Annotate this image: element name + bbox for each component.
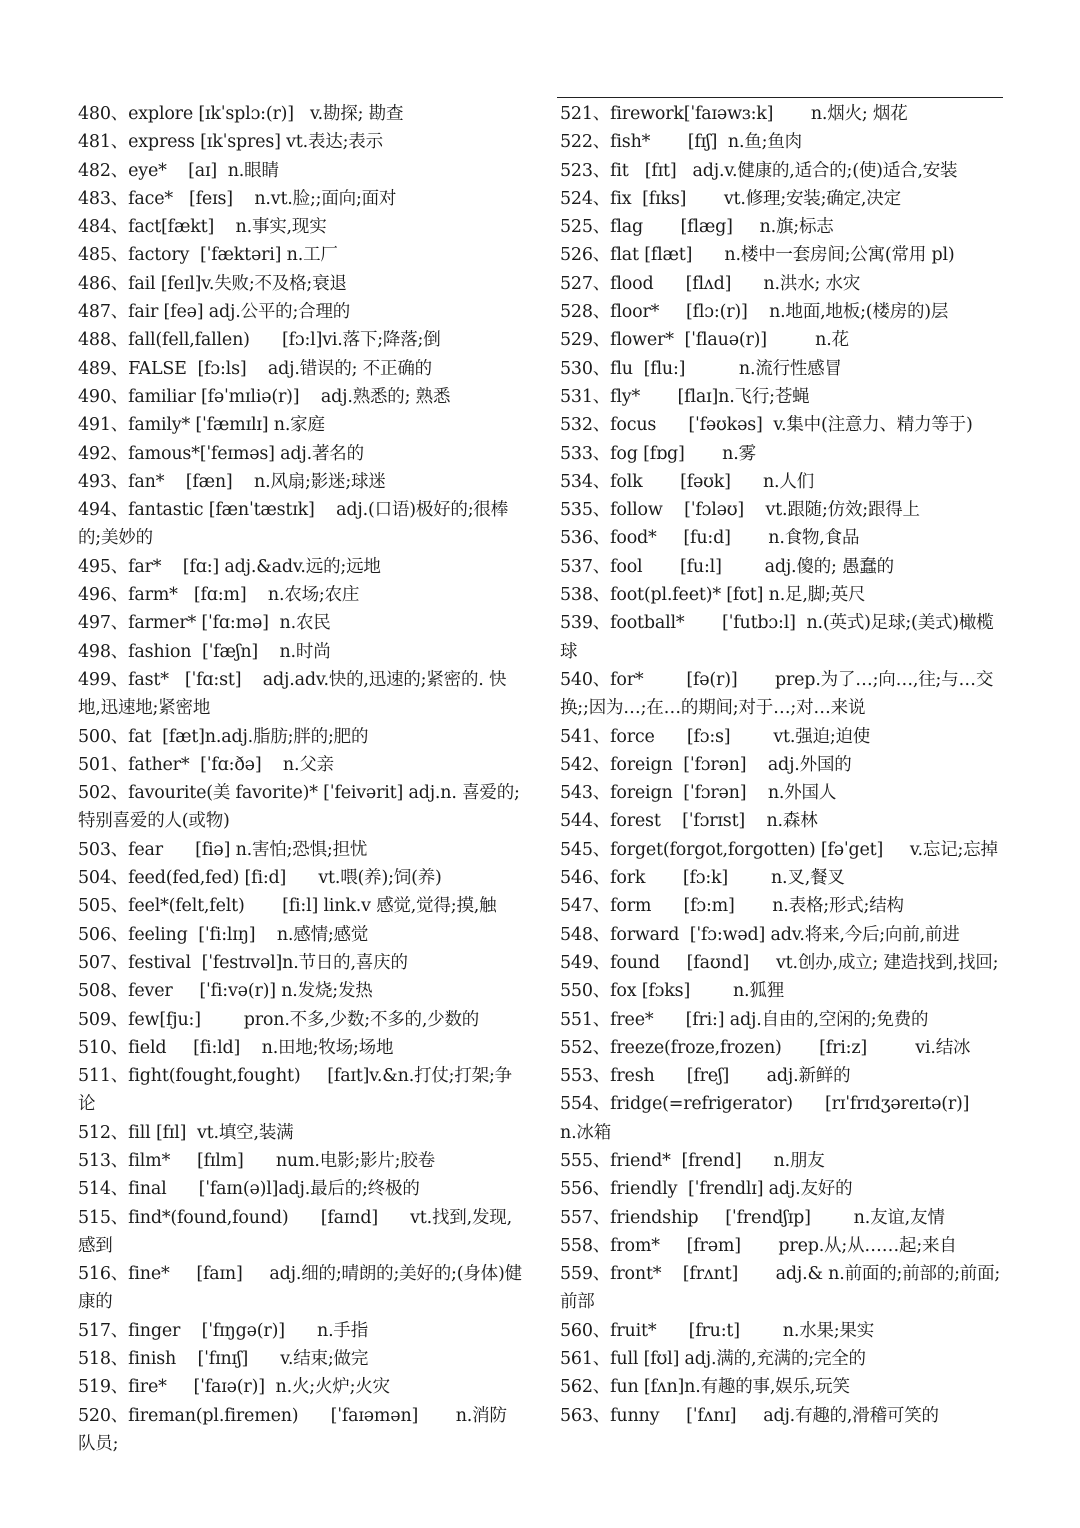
entry-text: fantastic [fænˈtæstɪk] adj.(口语)极好的;很棒的;美妙的 xyxy=(78,500,509,549)
vocab-entry xyxy=(78,1034,524,1062)
entry-number: 537、 xyxy=(560,556,611,577)
entry-text: fit [fɪt] adj.v.健康的,适合的;(使)适合,安装 xyxy=(610,160,958,181)
entry-number: 515、 xyxy=(78,1207,129,1228)
vocab-entry xyxy=(560,468,1004,496)
vocab-entry xyxy=(560,977,1004,1005)
entry-text: FALSE [fɔ:ls] adj.错误的; 不正确的 xyxy=(128,358,432,379)
entry-number: 508、 xyxy=(78,981,129,1002)
entry-number: 521、 xyxy=(560,104,611,124)
entry-text: face* [feɪs] n.vt.脸;;面向;面对 xyxy=(128,188,397,209)
entry-number: 550、 xyxy=(560,981,611,1002)
entry-text: fridge(=refrigerator) [rɪˈfrɪdʒəreɪtə(r)] n.冰箱 xyxy=(560,1094,1007,1143)
entry-number: 552、 xyxy=(560,1037,611,1058)
vocab-entry xyxy=(560,864,1004,892)
entry-text: flat [flæt] n.楼中一套房间;公寓(常用 pl) xyxy=(610,245,955,266)
vocab-entry xyxy=(78,779,524,836)
entry-text: flower* [ˈflauə(r)] n.花 xyxy=(610,330,849,351)
entry-text: full [fʊl] adj.满的,充满的;完全的 xyxy=(610,1349,866,1370)
vocab-entry xyxy=(78,921,524,949)
entry-number: 488、 xyxy=(78,330,129,351)
entry-text: force [fɔ:s] vt.强迫;迫使 xyxy=(610,726,871,747)
vocab-entry xyxy=(78,185,524,213)
entry-text: fine* [faɪn] adj.细的;晴朗的;美好的;(身体)健康的 xyxy=(78,1264,522,1313)
vocab-entry xyxy=(560,892,1004,920)
vocab-entry xyxy=(560,1232,1004,1260)
entry-number: 532、 xyxy=(560,415,611,436)
entry-text: farmer* [ˈfɑ:mə] n.农民 xyxy=(128,613,331,634)
entry-text: fashion [ˈfæʃn] n.时尚 xyxy=(128,641,331,662)
entry-text: fix [fɪks] vt.修理;安装;确定,决定 xyxy=(610,188,901,209)
entry-text: friend* [frend] n.朋友 xyxy=(610,1150,825,1171)
vocab-entry xyxy=(560,355,1004,383)
vocab-entry xyxy=(78,609,524,637)
entry-number: 523、 xyxy=(560,160,611,181)
left-column xyxy=(78,100,524,1458)
vocab-entry xyxy=(78,355,524,383)
entry-number: 553、 xyxy=(560,1066,611,1087)
vocab-entry xyxy=(560,270,1004,298)
vocab-entry xyxy=(78,723,524,751)
vocab-entry xyxy=(560,213,1004,241)
vocab-entry xyxy=(78,1317,524,1345)
vocab-entry xyxy=(78,1006,524,1034)
entry-number: 547、 xyxy=(560,896,611,917)
entry-number: 548、 xyxy=(560,924,611,945)
entry-number: 555、 xyxy=(560,1150,611,1171)
entry-number: 527、 xyxy=(560,273,611,294)
entry-text: father* [ˈfɑ:ðə] n.父亲 xyxy=(128,754,334,775)
entry-number: 538、 xyxy=(560,585,611,606)
vocab-entry xyxy=(560,1317,1004,1345)
vocab-entry xyxy=(78,326,524,354)
vocab-entry xyxy=(560,100,1004,128)
vocab-entry xyxy=(560,440,1004,468)
entry-number: 522、 xyxy=(560,132,611,153)
entry-number: 507、 xyxy=(78,952,129,973)
entry-number: 489、 xyxy=(78,358,129,379)
entry-text: fox [fɔks] n.狐狸 xyxy=(610,981,785,1002)
vocab-entry xyxy=(78,1204,524,1261)
entry-number: 492、 xyxy=(78,443,129,464)
vocab-entry xyxy=(78,751,524,779)
vocab-entry xyxy=(560,496,1004,524)
entry-text: fresh [freʃ] adj.新鲜的 xyxy=(610,1066,851,1087)
entry-number: 480、 xyxy=(78,104,129,124)
vocab-entry xyxy=(560,1062,1004,1090)
entry-number: 505、 xyxy=(78,896,129,917)
entry-text: form [fɔ:m] n.表格;形式;结构 xyxy=(610,896,904,917)
entry-number: 483、 xyxy=(78,188,129,209)
entry-text: fever [ˈfi:və(r)] n.发烧;发热 xyxy=(128,981,373,1002)
entry-text: forget(forgot,forgotten) [fəˈget] v.忘记;忘掉 xyxy=(610,839,998,860)
vocab-entry xyxy=(78,1345,524,1373)
entry-text: famous*[ˈfeɪməs] adj.著名的 xyxy=(128,443,364,464)
entry-number: 504、 xyxy=(78,868,129,889)
entry-number: 526、 xyxy=(560,245,611,266)
entry-text: friendship [ˈfrendʃɪp] n.友谊,友情 xyxy=(610,1207,945,1228)
vocab-entry xyxy=(560,723,1004,751)
entry-number: 503、 xyxy=(78,839,129,860)
entry-text: express [ɪkˈspres] vt.表达;表示 xyxy=(128,132,383,153)
vocab-entry xyxy=(78,128,524,156)
entry-number: 530、 xyxy=(560,358,611,379)
entry-number: 540、 xyxy=(560,669,611,690)
vocab-entry xyxy=(560,1175,1004,1203)
vocab-entry xyxy=(78,638,524,666)
entry-text: film* [fɪlm] num.电影;影片;胶卷 xyxy=(128,1150,435,1171)
vocab-entry xyxy=(560,1345,1004,1373)
entry-number: 514、 xyxy=(78,1179,129,1200)
vocab-entry xyxy=(560,128,1004,156)
entry-text: football* [ˈfutbɔ:l] n.(英式)足球;(美式)橄榄球 xyxy=(560,613,994,662)
entry-text: fruit* [fru:t] n.水果;果实 xyxy=(610,1320,875,1341)
entry-number: 501、 xyxy=(78,754,129,775)
vocab-entry xyxy=(560,1090,1007,1147)
vocab-entry xyxy=(560,779,1004,807)
entry-text: focus [ˈfəʊkəs] v.集中(注意力、精力等于) xyxy=(610,415,973,436)
entry-text: fast* [ˈfɑ:st] adj.adv.快的,迅速的;紧密的. 快地,迅速地;紧密地 xyxy=(78,669,507,719)
entry-text: fly* [flaɪ]n.飞行;苍蝇 xyxy=(610,386,810,407)
vocab-entry xyxy=(78,1260,524,1317)
entry-text: farm* [fɑ:m] n.农场;农庄 xyxy=(128,585,360,606)
entry-number: 562、 xyxy=(560,1377,611,1398)
entry-number: 499、 xyxy=(78,669,129,690)
entry-text: folk [fəʊk] n.人们 xyxy=(610,471,815,492)
entry-text: from* [frəm] prep.从;从……起;来自 xyxy=(610,1235,957,1256)
vocab-entry xyxy=(560,1006,1004,1034)
entry-number: 549、 xyxy=(560,952,611,973)
vocab-entry xyxy=(78,553,524,581)
entry-text: familiar [fəˈmɪliə(r)] adj.熟悉的; 熟悉 xyxy=(128,386,451,407)
vocab-entry xyxy=(560,524,1004,552)
entry-text: fight(fought,fought) [faɪt]v.&n.打仗;打架;争论 xyxy=(78,1066,512,1115)
vocab-entry xyxy=(560,241,1004,269)
entry-number: 510、 xyxy=(78,1037,129,1058)
vocab-entry xyxy=(560,836,1004,864)
vocab-entry xyxy=(78,213,524,241)
entry-text: fish* [fɪʃ] n.鱼;鱼肉 xyxy=(610,132,802,153)
entry-number: 519、 xyxy=(78,1377,129,1398)
vocab-entry xyxy=(78,383,524,411)
entry-text: firework[ˈfaɪəwɜ:k] n.烟火; 烟花 xyxy=(610,104,908,124)
entry-number: 559、 xyxy=(560,1264,611,1285)
vocab-entry xyxy=(78,1062,524,1119)
vocab-entry xyxy=(78,666,524,723)
vocab-entry xyxy=(78,241,524,269)
entry-text: fear [fiə] n.害怕;恐惧;担忧 xyxy=(128,839,368,860)
entry-text: forest [ˈfɔrɪst] n.森林 xyxy=(610,811,818,832)
entry-number: 529、 xyxy=(560,330,611,351)
entry-text: feed(fed,fed) [fi:d] vt.喂(养);饲(养) xyxy=(128,868,442,889)
vocab-entry xyxy=(78,581,524,609)
vocab-entry xyxy=(78,949,524,977)
entry-text: find*(found,found) [faɪnd] vt.找到,发现,感到 xyxy=(78,1207,512,1256)
entry-text: fact[fækt] n.事实,现实 xyxy=(128,217,327,238)
entry-text: fat [fæt]n.adj.脂肪;胖的;肥的 xyxy=(128,726,369,747)
entry-number: 528、 xyxy=(560,302,611,323)
entry-text: follow [ˈfɔləʊ] vt.跟随;仿效;跟得上 xyxy=(610,500,920,521)
entry-number: 495、 xyxy=(78,556,129,577)
vocab-entry xyxy=(560,666,1004,723)
entry-number: 481、 xyxy=(78,132,129,153)
vocab-entry xyxy=(560,383,1004,411)
entry-number: 506、 xyxy=(78,924,129,945)
entry-number: 491、 xyxy=(78,415,129,436)
entry-text: explore [ɪkˈsplɔ:(r)] v.勘探; 勘查 xyxy=(128,104,404,124)
entry-number: 545、 xyxy=(560,839,611,860)
vocab-entry xyxy=(560,1034,1004,1062)
entry-number: 554、 xyxy=(560,1094,611,1115)
entry-number: 518、 xyxy=(78,1349,129,1370)
vocab-entry xyxy=(560,1147,1004,1175)
entry-text: fail [feɪl]v.失败;不及格;衰退 xyxy=(128,273,347,294)
entry-number: 520、 xyxy=(78,1405,129,1426)
entry-text: final [ˈfaɪn(ə)l]adj.最后的;终极的 xyxy=(128,1179,420,1200)
vocab-entry xyxy=(78,864,524,892)
entry-text: far* [fɑ:] adj.&adv.远的;远地 xyxy=(128,556,381,577)
entry-text: flag [flæg] n.旗;标志 xyxy=(610,217,834,238)
vocab-entry xyxy=(560,1260,1004,1317)
vocab-entry xyxy=(78,892,524,920)
entry-text: flood [flʌd] n.洪水; 水灾 xyxy=(610,273,861,294)
vocab-entry xyxy=(78,298,524,326)
entry-number: 484、 xyxy=(78,217,129,238)
entry-number: 482、 xyxy=(78,160,129,181)
vocab-entry xyxy=(78,468,524,496)
entry-number: 536、 xyxy=(560,528,611,549)
vocab-entry xyxy=(78,836,524,864)
entry-number: 497、 xyxy=(78,613,129,634)
entry-text: eye* [aɪ] n.眼睛 xyxy=(128,160,279,181)
entry-number: 494、 xyxy=(78,500,129,521)
entry-number: 533、 xyxy=(560,443,611,464)
entry-text: fun [fʌn]n.有趣的事,娱乐,玩笑 xyxy=(610,1377,850,1398)
entry-text: foreign [ˈfɔrən] adj.外国的 xyxy=(610,754,852,775)
entry-text: finger [ˈfɪŋgə(r)] n.手指 xyxy=(128,1320,369,1341)
entry-number: 516、 xyxy=(78,1264,129,1285)
vocab-entry xyxy=(560,1373,1004,1401)
entry-text: fan* [fæn] n.风扇;影迷;球迷 xyxy=(128,471,386,492)
vocab-entry xyxy=(560,609,1004,666)
entry-number: 561、 xyxy=(560,1349,611,1370)
entry-number: 525、 xyxy=(560,217,611,238)
entry-text: factory [ˈfæktəri] n.工厂 xyxy=(128,245,338,266)
vocab-entry xyxy=(78,157,524,185)
entry-number: 512、 xyxy=(78,1122,129,1143)
entry-number: 513、 xyxy=(78,1150,129,1171)
entry-text: flu [flu:] n.流行性感冒 xyxy=(610,358,842,379)
vocab-entry xyxy=(560,751,1004,779)
entry-text: freeze(froze,frozen) [fri:z] vi.结冰 xyxy=(610,1037,971,1058)
entry-text: fall(fell,fallen) [fɔ:l]vi.落下;降落;倒 xyxy=(128,330,441,351)
vocab-entry xyxy=(78,1119,524,1147)
vocab-entry xyxy=(78,1147,524,1175)
entry-text: fog [fɒg] n.雾 xyxy=(610,443,756,464)
entry-text: favourite(美 favorite)* [ˈfeivərit] adj.n. 喜爱的;特别喜爱的人(或物) xyxy=(78,783,520,832)
vocab-entry xyxy=(560,581,1004,609)
vocab-entry xyxy=(78,1175,524,1203)
entry-number: 542、 xyxy=(560,754,611,775)
entry-text: for* [fə(r)] prep.为了…;向…,往;与…交换;;因为…;在…的期间;对于…;对…来说 xyxy=(560,669,994,719)
vocab-entry xyxy=(560,326,1004,354)
entry-number: 502、 xyxy=(78,783,129,804)
vocab-entry xyxy=(78,977,524,1005)
entry-text: fill [fɪl] vt.填空,装满 xyxy=(128,1122,294,1143)
entry-number: 487、 xyxy=(78,302,129,323)
entry-number: 490、 xyxy=(78,386,129,407)
entry-number: 498、 xyxy=(78,641,129,662)
vocab-entry xyxy=(560,553,1004,581)
entry-text: fire* [ˈfaɪə(r)] n.火;火炉;火灾 xyxy=(128,1377,390,1398)
entry-number: 541、 xyxy=(560,726,611,747)
entry-text: foot(pl.feet)* [fʊt] n.足,脚;英尺 xyxy=(610,585,866,606)
entry-number: 543、 xyxy=(560,783,611,804)
entry-text: friendly [ˈfrendlɪ] adj.友好的 xyxy=(610,1179,853,1200)
entry-text: front* [frʌnt] adj.& n.前面的;前部的;前面;前部 xyxy=(560,1264,1001,1313)
entry-text: floor* [flɔ:(r)] n.地面,地板;(楼房的)层 xyxy=(610,302,949,323)
entry-text: foreign [ˈfɔrən] n.外国人 xyxy=(610,783,837,804)
entry-number: 534、 xyxy=(560,471,611,492)
vocab-entry xyxy=(78,1402,524,1459)
vocab-entry xyxy=(560,157,1004,185)
entry-number: 500、 xyxy=(78,726,129,747)
entry-number: 517、 xyxy=(78,1320,129,1341)
entry-text: found [faʊnd] vt.创办,成立; 建造找到,找回; xyxy=(610,952,999,973)
entry-number: 535、 xyxy=(560,500,611,521)
entry-number: 544、 xyxy=(560,811,611,832)
vocab-entry xyxy=(560,1204,1004,1232)
entry-text: food* [fu:d] n.食物,食品 xyxy=(610,528,860,549)
entry-number: 558、 xyxy=(560,1235,611,1256)
entry-number: 485、 xyxy=(78,245,129,266)
vocab-entry xyxy=(78,100,524,128)
header-rule xyxy=(557,97,1003,98)
right-column xyxy=(560,100,1007,1430)
entry-text: feel*(felt,felt) [fi:l] link.v 感觉,觉得;摸,触 xyxy=(128,896,497,917)
vocab-entry xyxy=(560,1402,1004,1430)
entry-text: family* [ˈfæmɪlɪ] n.家庭 xyxy=(128,415,325,436)
entry-text: field [fi:ld] n.田地;牧场;场地 xyxy=(128,1037,394,1058)
entry-number: 493、 xyxy=(78,471,129,492)
entry-text: free* [fri:] adj.自由的,空闲的;免费的 xyxy=(610,1009,929,1030)
entry-text: fork [fɔ:k] n.叉,餐叉 xyxy=(610,868,845,889)
vocab-entry xyxy=(78,270,524,298)
vocab-entry xyxy=(560,411,1004,439)
entry-number: 560、 xyxy=(560,1320,611,1341)
entry-number: 563、 xyxy=(560,1405,611,1426)
entry-number: 524、 xyxy=(560,188,611,209)
entry-text: few[fju:] pron.不多,少数;不多的,少数的 xyxy=(128,1009,480,1030)
entry-number: 496、 xyxy=(78,585,129,606)
entry-text: finish [ˈfɪnɪʃ] v.结束;做完 xyxy=(128,1349,369,1370)
vocab-entry xyxy=(560,921,1004,949)
entry-text: fair [feə] adj.公平的;合理的 xyxy=(128,302,351,323)
entry-text: funny [ˈfʌnɪ] adj.有趣的,滑稽可笑的 xyxy=(610,1405,939,1426)
entry-number: 539、 xyxy=(560,613,611,634)
vocab-entry xyxy=(78,440,524,468)
vocab-entry xyxy=(560,298,1004,326)
entry-number: 551、 xyxy=(560,1009,611,1030)
entry-number: 556、 xyxy=(560,1179,611,1200)
vocab-entry xyxy=(78,496,524,553)
entry-text: feeling [ˈfi:lɪŋ] n.感情;感觉 xyxy=(128,924,369,945)
entry-number: 531、 xyxy=(560,386,611,407)
entry-number: 546、 xyxy=(560,868,611,889)
vocab-entry xyxy=(78,411,524,439)
entry-number: 509、 xyxy=(78,1009,129,1030)
vocab-entry xyxy=(560,949,1004,977)
entry-number: 511、 xyxy=(78,1066,129,1087)
entry-number: 557、 xyxy=(560,1207,611,1228)
entry-text: fireman(pl.firemen) [ˈfaɪəmən] n.消防队员; xyxy=(78,1405,507,1454)
entry-text: festival [ˈfestɪvəl]n.节日的,喜庆的 xyxy=(128,952,408,973)
vocab-entry xyxy=(78,1373,524,1401)
vocab-entry xyxy=(560,185,1004,213)
vocab-entry xyxy=(560,807,1004,835)
entry-number: 486、 xyxy=(78,273,129,294)
entry-text: forward [ˈfɔ:wəd] adv.将来,今后;向前,前进 xyxy=(610,924,960,945)
entry-text: fool [fu:l] adj.傻的; 愚蠢的 xyxy=(610,556,894,577)
